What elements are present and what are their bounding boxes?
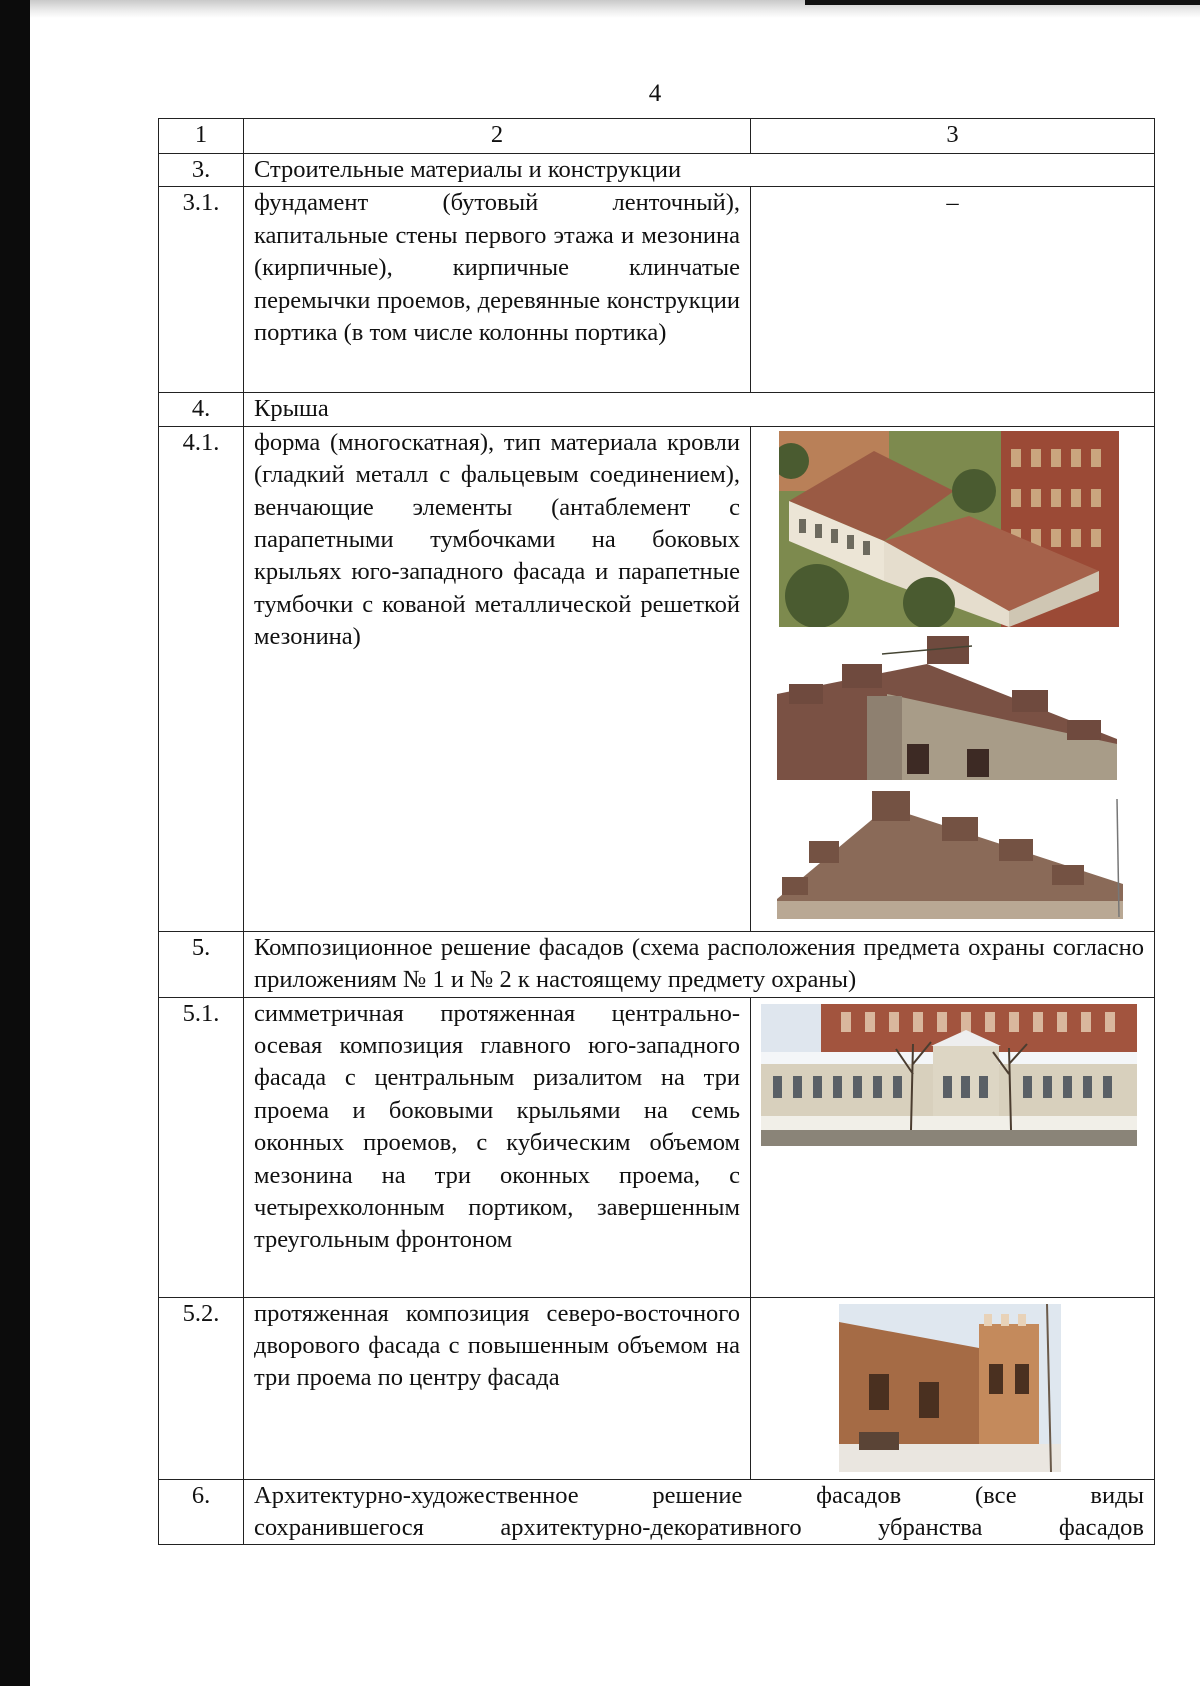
- table-row: [159, 426, 1155, 931]
- word: сохранившегося: [254, 1514, 424, 1542]
- photo-cell: [751, 1297, 1155, 1479]
- header-cell-3: 3: [751, 119, 1155, 154]
- word: убранства: [878, 1514, 983, 1542]
- word: фасадов: [1058, 1514, 1144, 1542]
- scan-edge-left: [0, 0, 30, 1686]
- scan-edge-top-dark: [805, 0, 1200, 5]
- section-title: [244, 1479, 1155, 1545]
- row-number: 4.: [159, 393, 244, 426]
- row-number: 5.2.: [159, 1297, 244, 1479]
- section-title-line-2: [254, 1512, 1144, 1544]
- table-row: [159, 1297, 1155, 1479]
- row-empty-value: –: [751, 187, 1155, 393]
- row-number: 3.1.: [159, 187, 244, 393]
- section-title: Композиционное решение фасадов (схема расположения предмета охраны согласно приложениям № 1 и № 2 к настоящему предмету охраны): [244, 931, 1155, 997]
- table-row: [159, 393, 1155, 426]
- page-number: 4: [648, 80, 662, 107]
- roof-parapet-photo: [777, 634, 1117, 780]
- row-description: протяженная композиция северо-восточного дворового фасада с повышенным объемом на три проема по центру фасада: [244, 1297, 751, 1479]
- row-number: 5.1.: [159, 997, 244, 1297]
- table-row: [159, 997, 1155, 1297]
- header-cell-2: 2: [244, 119, 751, 154]
- photo-cell: [751, 426, 1155, 931]
- courtyard-facade-photo: [839, 1304, 1061, 1472]
- table-row: [159, 154, 1155, 187]
- row-number: 4.1.: [159, 426, 244, 931]
- protection-subject-table: [158, 118, 1155, 1545]
- word: архитектурно-декоративного: [500, 1514, 802, 1542]
- row-description: форма (многоскатная), тип материала кровли (гладкий металл с фальцевым соединением), венчающие элементы (антаблемент с парапетными тумбочками на боковых крыльях юго-западного фасада и парапетные тумбочки с кованой металлической решеткой мезонина): [244, 426, 751, 931]
- table-row: [159, 187, 1155, 393]
- main-facade-photo: [761, 1004, 1137, 1146]
- photo-cell: [751, 997, 1155, 1297]
- row-description: симметричная протяженная центрально-осевая композиция главного юго-западного фасада с центральным ризалитом на три проема и боковыми крыльями на семь оконных проемов, с кубическим объемом мезонина на три оконных проема, с четырехколонным портиком, завершенным треугольным фронтоном: [244, 997, 751, 1297]
- header-cell-1: 1: [159, 119, 244, 154]
- section-title: Строительные материалы и конструкции: [244, 154, 1155, 187]
- roof-aerial-photo: [779, 431, 1119, 627]
- row-number: 3.: [159, 154, 244, 187]
- row-number: 5.: [159, 931, 244, 997]
- table-row: [159, 1479, 1155, 1545]
- section-title: Крыша: [244, 393, 1155, 426]
- parapet-tumbs-photo: [777, 789, 1123, 919]
- row-description: фундамент (бутовый ленточный), капитальные стены первого этажа и мезонина (кирпичные), кирпичные клинчатые перемычки проемов, деревянные конструкции портика (в том числе колонны портика): [244, 187, 751, 393]
- row-number: 6.: [159, 1479, 244, 1545]
- section-title-line-1: [254, 1480, 1144, 1512]
- table-row: [159, 931, 1155, 997]
- line-text: Архитектурно-художественное решение фасадов (все виды: [254, 1481, 1144, 1509]
- table-header-row: [159, 119, 1155, 154]
